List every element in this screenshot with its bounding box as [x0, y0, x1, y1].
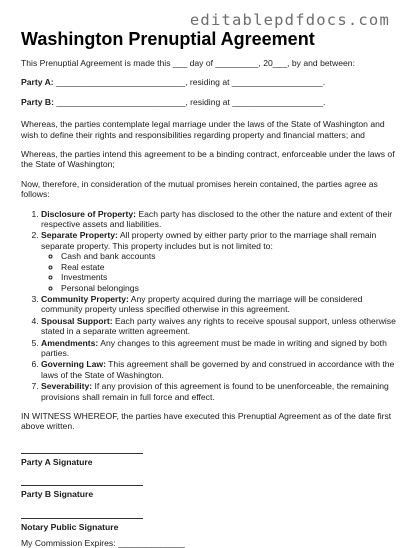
term-text: Any property acquired during the marriage will be considered community property unless specified otherwise in this agreement. — [41, 293, 363, 315]
whereas-paragraph-1: Whereas, the parties contemplate legal marriage under the laws of the State of Washington and wish to define their rights and responsibilities regarding property and financial matters; and — [21, 119, 385, 140]
term-item — [41, 316, 397, 337]
party-b-label: Party B: — [21, 96, 54, 107]
commission-expires: My Commission Expires: ______________ — [21, 538, 185, 548]
term-item — [41, 338, 397, 359]
term-text: This agreement shall be governed by and construed in accordance with the laws of the State of Washington. — [41, 359, 395, 380]
term-text: Any changes to this agreement must be made in writing and signed by both parties. — [41, 337, 387, 358]
term-title: Disclosure of Property: — [41, 208, 137, 219]
terms-list — [21, 209, 397, 402]
term-title: Separate Property: — [41, 230, 118, 241]
term-item — [41, 209, 397, 230]
party-b-signature-line — [21, 473, 143, 486]
list-item: ◦ Real estate — [61, 262, 397, 272]
list-item: ◦ Cash and bank accounts — [61, 251, 397, 261]
term-item — [41, 359, 397, 380]
term-title: Spousal Support: — [41, 315, 113, 326]
term-item — [41, 381, 397, 402]
term-text: Each party has disclosed to the other the nature and extent of their respective assets and liabilities. — [41, 208, 393, 230]
party-b-fields: ___________________________, residing at ___________________. — [53, 96, 326, 107]
term-title: Governing Law: — [41, 359, 106, 370]
term-text: Each party waives any rights to receive spousal support, unless otherwise stated in a separate written agreement. — [41, 315, 396, 337]
term-item — [41, 294, 397, 315]
separate-property-list — [41, 251, 397, 293]
whereas-paragraph-2: Whereas, the parties intend this agreement to be a binding contract, enforceable under the laws of the State of Washington; — [21, 149, 395, 170]
party-b-signature-label: Party B Signature — [21, 489, 94, 500]
term-title: Amendments: — [41, 337, 99, 348]
party-b-line — [21, 97, 397, 107]
party-a-line — [21, 77, 397, 87]
intro-paragraph: This Prenuptial Agreement is made this ___ day of _________, 20___, by and between: — [21, 58, 355, 68]
term-item — [41, 230, 397, 292]
list-item: ◦ Investments — [61, 272, 397, 282]
term-title: Severability: — [41, 381, 93, 392]
party-a-signature-line — [21, 441, 143, 454]
term-text: If any provision of this agreement is found to be unenforceable, the remaining provisions shall remain in full force and effect. — [41, 381, 389, 402]
document-title: Washington Prenuptial Agreement — [21, 29, 315, 49]
watermark: editablepdfdocs.com — [189, 11, 390, 29]
notary-signature-label: Notary Public Signature — [21, 521, 119, 532]
term-title: Community Property: — [41, 293, 129, 304]
list-item: ◦ Personal belongings — [61, 283, 397, 293]
party-a-fields: ___________________________, residing at ___________________. — [53, 77, 326, 88]
party-a-label: Party A: — [21, 77, 54, 88]
notary-signature-line — [21, 506, 143, 519]
document-body — [21, 58, 397, 548]
term-text: All property owned by either party prior to the marriage shall remain separate property. This property includes but is not limited to: — [41, 230, 377, 251]
party-a-signature-label: Party A Signature — [21, 456, 93, 467]
witness-paragraph: IN WITNESS WHEREOF, the parties have executed this Prenuptial Agreement as of the date first above written. — [21, 410, 392, 432]
now-therefore-paragraph: Now, therefore, in consideration of the mutual promises herein contained, the parties agree as follows: — [21, 178, 378, 200]
